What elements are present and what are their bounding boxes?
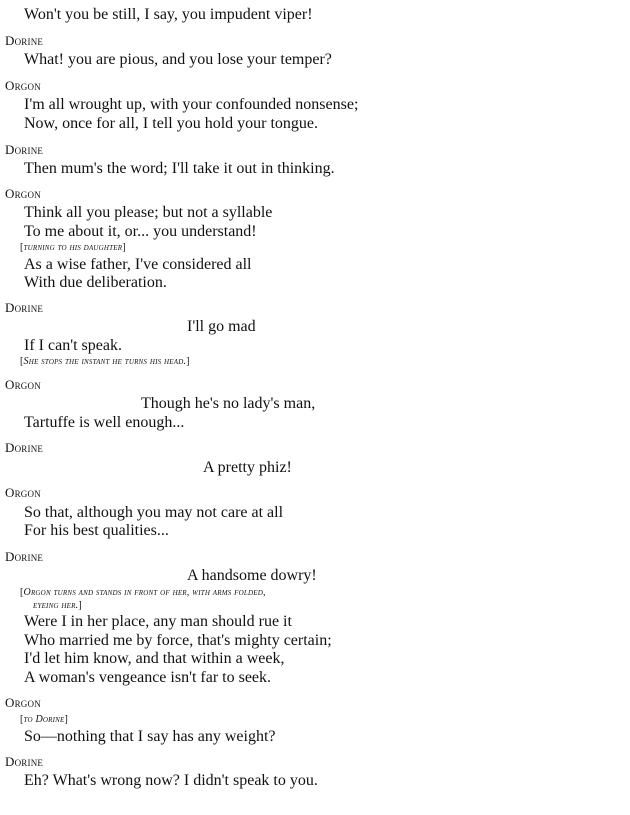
dialogue-line: Won't you be still, I say, you impudent viper! <box>24 6 313 23</box>
speaker-name: Dorine <box>5 754 44 769</box>
speaker-name: Orgon <box>5 695 41 710</box>
stage-direction: [She stops the instant he turns his head.] <box>20 356 190 367</box>
speaker-name: Orgon <box>5 377 41 392</box>
dialogue-line: Think all you please; but not a syllable <box>24 204 273 221</box>
speaker-name: Dorine <box>5 142 44 157</box>
dialogue-line: With due deliberation. <box>24 274 167 291</box>
dialogue-line: Were I in her place, any man should rue it <box>24 613 292 630</box>
stage-direction: [Orgon turns and stands in front of her, with arms folded, <box>20 587 266 598</box>
dialogue-line: I'll go mad <box>187 318 256 335</box>
stage-direction-text: Orgon turns and stands in front of her, with arms folded, <box>23 587 266 598</box>
dialogue-line: As a wise father, I've considered all <box>24 256 252 273</box>
dialogue-line: For his best qualities... <box>24 522 169 539</box>
dialogue-line: Though he's no lady's man, <box>141 395 316 412</box>
speaker-name: Dorine <box>5 300 44 315</box>
speaker-name: Dorine <box>5 33 44 48</box>
speaker-name: Dorine <box>5 440 44 455</box>
stage-direction: [to Dorine] <box>20 714 69 725</box>
dialogue-line: A woman's vengeance isn't far to seek. <box>24 669 272 686</box>
dialogue-line: Eh? What's wrong now? I didn't speak to you. <box>24 772 318 789</box>
speaker-name: Orgon <box>5 485 41 500</box>
dialogue-line: To me about it, or... you understand! <box>24 223 257 240</box>
dialogue-line: So—nothing that I say has any weight? <box>24 728 276 745</box>
dialogue-line: What! you are pious, and you lose your temper? <box>24 51 332 68</box>
dialogue-line: Then mum's the word; I'll take it out in thinking. <box>24 160 335 177</box>
stage-direction-text: She stops the instant he turns his head. <box>23 356 187 367</box>
stage-direction-text: eyeing her. <box>33 600 79 611</box>
speaker-name: Orgon <box>5 78 41 93</box>
dialogue-line: I'm all wrought up, with your confounded nonsense; <box>24 96 359 113</box>
dialogue-line: Now, once for all, I tell you hold your tongue. <box>24 115 319 132</box>
stage-direction: [turning to his daughter] <box>20 242 126 253</box>
stage-direction-continued: eyeing her.] <box>33 600 82 611</box>
stage-direction-text: to Dorine <box>23 714 65 725</box>
dialogue-line: I'd let him know, and that within a week, <box>24 650 285 667</box>
speaker-name: Dorine <box>5 549 44 564</box>
dialogue-line: Tartuffe is well enough... <box>24 414 185 431</box>
dialogue-line: A handsome dowry! <box>187 567 317 584</box>
speaker-name: Orgon <box>5 186 41 201</box>
dialogue-line: Who married me by force, that's mighty certain; <box>24 632 332 649</box>
dialogue-line: If I can't speak. <box>24 337 122 354</box>
stage-direction-text: turning to his daughter <box>23 242 123 253</box>
dialogue-line: So that, although you may not care at all <box>24 504 284 521</box>
dialogue-line: A pretty phiz! <box>203 459 292 476</box>
